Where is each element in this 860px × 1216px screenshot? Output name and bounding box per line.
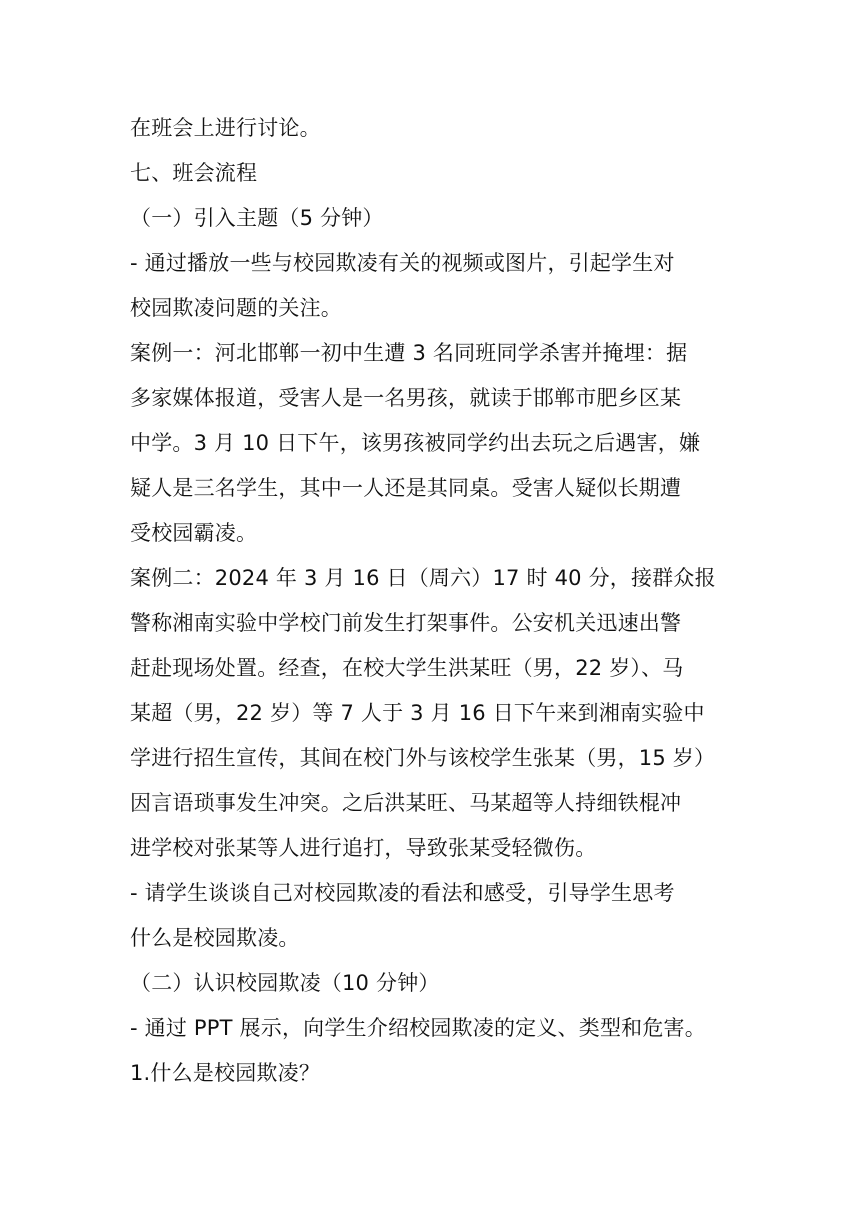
case-two-line: 赶赴现场处置。经查，在校大学生洪某旺（男，22 岁）、马 (130, 656, 684, 680)
numbered-item: 1.什么是校园欺凌？ (130, 1061, 321, 1085)
case-one-line: 中学。3 月 10 日下午，该男孩被同学约出去玩之后遇害，嫌 (130, 431, 701, 455)
subsection-heading: （二）认识校园欺凌（10 分钟） (130, 971, 440, 995)
subsection-heading: （一）引入主题（5 分钟） (130, 206, 384, 230)
case-one-line: 多家媒体报道，受害人是一名男孩，就读于邯郸市肥乡区某 (130, 386, 682, 410)
case-two-line: 案例二：2024 年 3 月 16 日（周六）17 时 40 分，接群众报 (130, 566, 716, 590)
text-line: - 请学生谈谈自己对校园欺凌的看法和感受，引导学生思考 (130, 881, 675, 905)
document-body (130, 106, 730, 1096)
text-line: 在班会上进行讨论。 (130, 116, 321, 140)
text-line: - 通过播放一些与校园欺凌有关的视频或图片，引起学生对 (130, 251, 675, 275)
case-one-line: 案例一：河北邯郸一初中生遭 3 名同班同学杀害并掩埋：据 (130, 341, 688, 365)
case-two-line: 进学校对张某等人进行追打，导致张某受轻微伤。 (130, 836, 597, 860)
section-heading: 七、班会流程 (130, 161, 258, 185)
text-line: - 通过 PPT 展示，向学生介绍校园欺凌的定义、类型和危害。 (130, 1016, 706, 1040)
case-two-line: 某超（男，22 岁）等 7 人于 3 月 16 日下午来到湘南实验中 (130, 701, 705, 725)
case-one-line: 受校园霸凌。 (130, 521, 258, 545)
case-one-line: 疑人是三名学生，其中一人还是其同桌。受害人疑似长期遭 (130, 476, 682, 500)
case-two-line: 警称湘南实验中学校门前发生打架事件。公安机关迅速出警 (130, 611, 682, 635)
case-two-line: 因言语琐事发生冲突。之后洪某旺、马某超等人持细铁棍冲 (130, 791, 682, 815)
text-line: 校园欺凌问题的关注。 (130, 296, 342, 320)
text-line: 什么是校园欺凌。 (130, 926, 300, 950)
case-two-line: 学进行招生宣传，其间在校门外与该校学生张某（男，15 岁） (130, 746, 716, 770)
